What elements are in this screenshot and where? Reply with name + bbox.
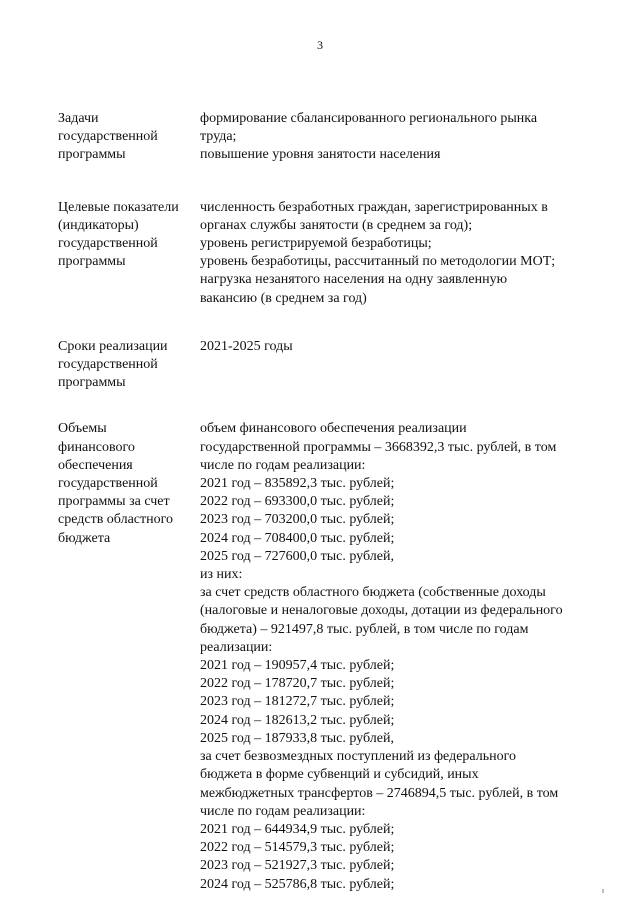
label-line: Объемы <box>58 421 107 437</box>
value-line: 2021 год – 644934,9 тыс. рублей; <box>200 821 395 837</box>
value-line: уровень безработицы, рассчитанный по методологии МОТ; <box>200 254 556 270</box>
value-line: нагрузка незанятого населения на одну заявленную <box>200 272 508 288</box>
value-line: 2022 год – 693300,0 тыс. рублей; <box>200 494 395 510</box>
value-line: 2022 год – 514579,3 тыс. рублей; <box>200 840 395 856</box>
value-line: 2021 год – 190957,4 тыс. рублей; <box>200 658 395 674</box>
row-value <box>200 199 598 308</box>
value-line: за счет безвозмездных поступлений из федерального <box>200 749 517 765</box>
value-line: 2024 год – 182613,2 тыс. рублей; <box>200 712 395 728</box>
program-passport-table <box>58 110 598 894</box>
value-line: 2023 год – 521927,3 тыс. рублей; <box>200 858 395 874</box>
value-line: бюджета) – 921497,8 тыс. рублей, в том числе по годам <box>200 621 529 637</box>
value-line: уровень регистрируемой безработицы; <box>200 236 432 252</box>
value-line: числе по годам реализации: <box>200 457 366 473</box>
passport-row-funding <box>58 420 598 893</box>
value-line: числе по годам реализации: <box>200 803 366 819</box>
value-line: государственной программы – 3668392,3 тыс. рублей, в том <box>200 439 557 455</box>
value-line: 2024 год – 708400,0 тыс. рублей; <box>200 530 395 546</box>
value-line: реализации: <box>200 639 273 655</box>
value-line: труда; <box>200 129 237 145</box>
scan-artifact-mark <box>602 889 604 893</box>
row-label <box>58 110 200 165</box>
value-line: 2021 год – 835892,3 тыс. рублей; <box>200 476 395 492</box>
label-line: обеспечения <box>58 457 133 473</box>
label-line: Задачи <box>58 111 99 126</box>
label-line: (индикаторы) <box>58 217 139 233</box>
row-value <box>200 420 598 893</box>
label-line: государственной <box>58 476 158 492</box>
value-line: (налоговые и неналоговые доходы, дотации из федерального <box>200 603 563 619</box>
row-value <box>200 338 598 356</box>
value-line: 2024 год – 525786,8 тыс. рублей; <box>200 876 395 892</box>
label-line: средств областного <box>58 512 174 528</box>
value-line: объем финансового обеспечения реализации <box>200 421 467 437</box>
value-line: из них: <box>200 567 243 583</box>
label-line: бюджета <box>58 530 111 546</box>
value-line: численность безработных граждан, зарегистрированных в <box>200 199 548 215</box>
label-line: программы <box>58 254 126 270</box>
value-line: за счет средств областного бюджета (собственные доходы <box>200 585 546 601</box>
value-line: 2022 год – 178720,7 тыс. рублей; <box>200 676 395 692</box>
value-line: 2021-2025 годы <box>200 338 293 354</box>
value-line: вакансию (в среднем за год) <box>200 290 367 306</box>
value-line: межбюджетных трансфертов – 2746894,5 тыс. рублей, в том <box>200 785 559 801</box>
label-line: Сроки реализации <box>58 338 168 354</box>
value-line: бюджета в форме субвенций и субсидий, иных <box>200 767 479 783</box>
row-label <box>58 199 200 272</box>
value-line: 2023 год – 181272,7 тыс. рублей; <box>200 694 395 710</box>
label-line: Целевые показатели <box>58 199 179 215</box>
row-value <box>200 110 598 165</box>
label-line: программы за счет <box>58 494 170 510</box>
value-line: повышение уровня занятости населения <box>200 147 441 163</box>
value-line: формирование сбалансированного регионального рынка <box>200 111 538 126</box>
value-line: органах службы занятости (в среднем за год); <box>200 217 473 233</box>
row-label <box>58 338 200 393</box>
value-line: 2023 год – 703200,0 тыс. рублей; <box>200 512 395 528</box>
label-line: государственной <box>58 129 158 145</box>
passport-row-targets <box>58 199 598 308</box>
label-line: государственной <box>58 236 158 252</box>
page-number: 3 <box>317 38 323 52</box>
passport-row-terms <box>58 338 598 393</box>
value-line: 2025 год – 727600,0 тыс. рублей, <box>200 548 394 564</box>
label-line: программы <box>58 147 126 163</box>
row-label <box>58 420 200 547</box>
label-line: государственной <box>58 357 158 373</box>
label-line: программы <box>58 375 126 391</box>
label-line: финансового <box>58 439 135 455</box>
value-line: 2025 год – 187933,8 тыс. рублей, <box>200 730 394 746</box>
passport-row-tasks <box>58 110 598 165</box>
